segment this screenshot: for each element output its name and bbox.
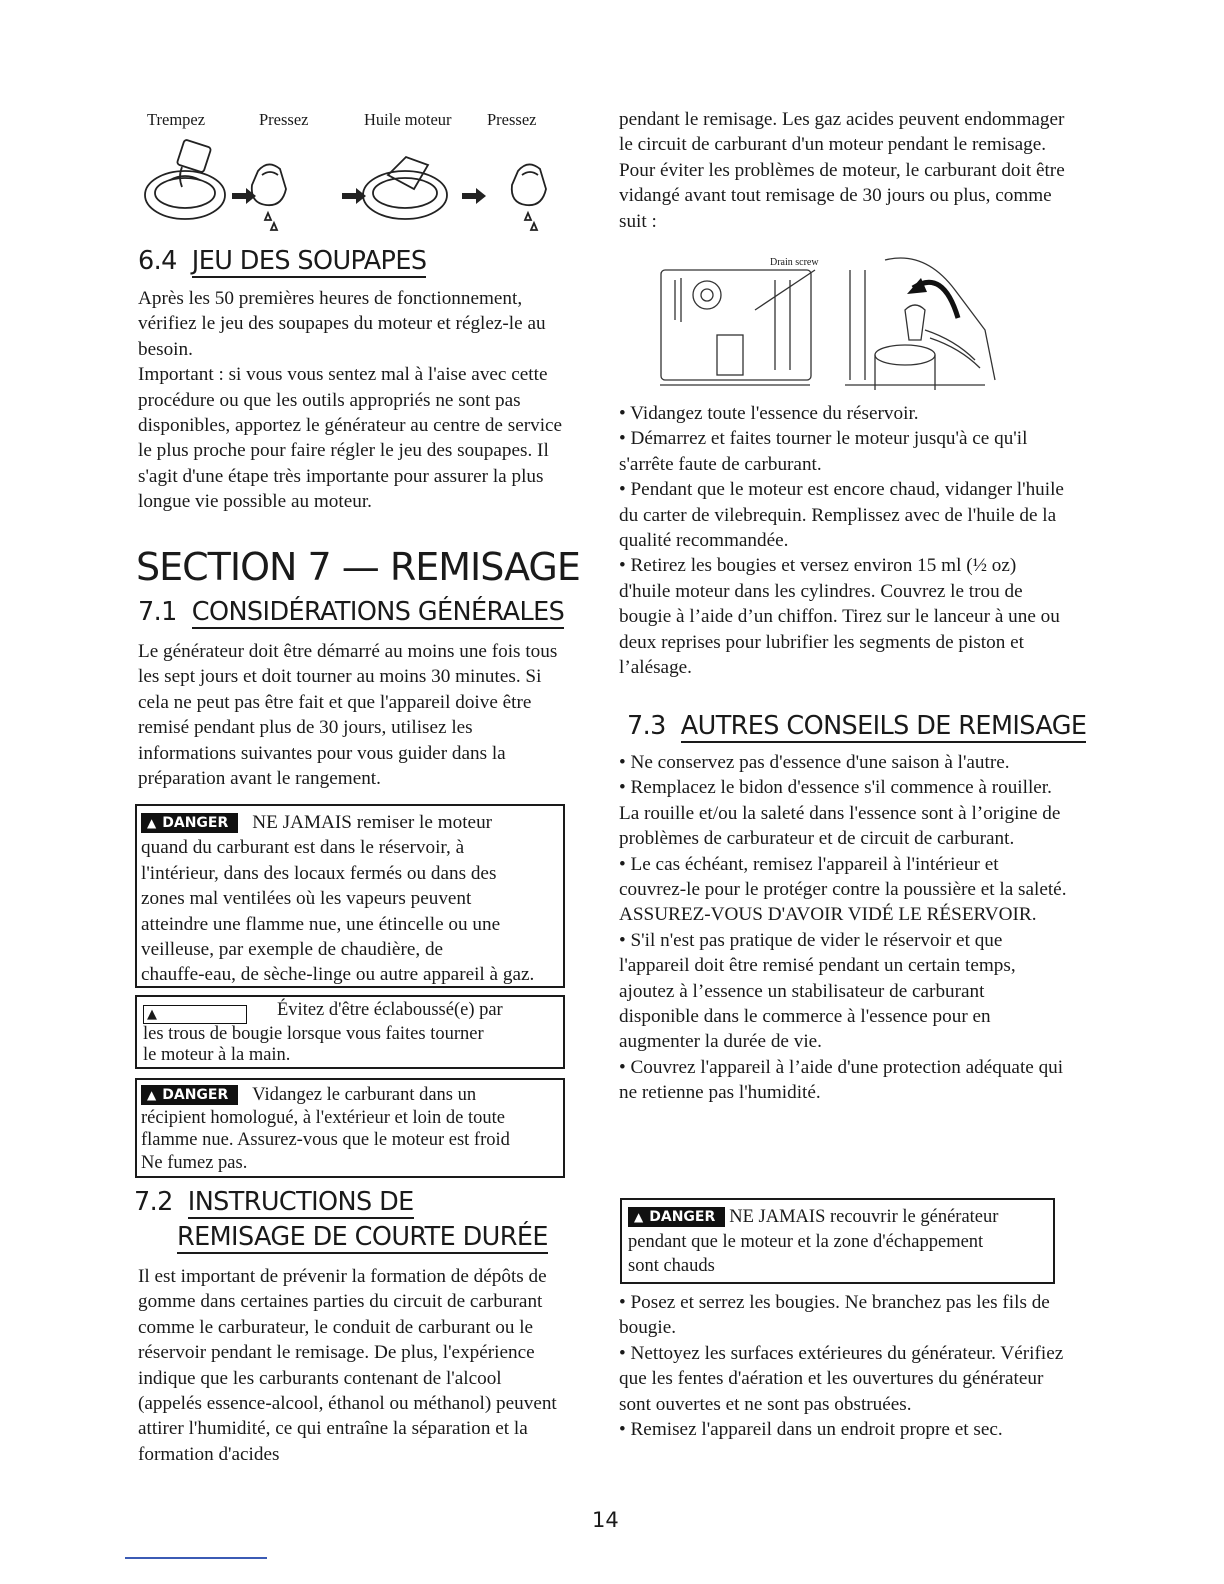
danger-text-line: Ne fumez pas.	[141, 1152, 248, 1173]
section-title: AUTRES CONSEILS DE REMISAGE	[680, 711, 1087, 741]
footer-rule	[125, 1557, 267, 1559]
list-item: • Le cas échéant, remisez l'appareil à l'intérieur et couvrez-le pour le protéger contre la poussière et la saleté. ASSUREZ-VOUS D'AVOIR VIDÉ LE RÉSERVOIR.	[619, 853, 1067, 926]
danger-text-line: quand du carburant est dans le réservoir, à	[141, 837, 465, 859]
page-number: 14	[592, 1508, 619, 1532]
section-7-1-heading	[138, 597, 564, 627]
section-title: CONSIDÉRATIONS GÉNÉRALES	[191, 597, 565, 627]
danger-text-line: NE JAMAIS remiser le moteur	[252, 812, 493, 833]
paragraph: pendant le remisage. Les gaz acides peuvent endommager le circuit de carburant d'un moteur pendant le remisage.	[619, 109, 1065, 156]
section-number: 6.4	[138, 246, 177, 276]
section-7-3-heading	[627, 711, 1086, 741]
section-title-line-2: REMISAGE DE COURTE DURÉE	[177, 1222, 548, 1252]
danger-box-storage	[135, 804, 565, 988]
paragraph: Il est important de prévenir la formation de dépôts de gomme dans certaines parties du circuit de carburant comme le carburateur, le conduit de carburant ou le réservoir pendant le remisage. De plus, l'expérience indique que les carburants contenant de l'alcool (appelés essence-alcool, éthanol ou méthanol) peuvent attirer l'humidité, ce qui entraîne la séparation et la formation d'acides	[138, 1266, 557, 1465]
danger-text-line: pendant que le moteur et la zone d'échappement	[628, 1231, 984, 1252]
section-7-title: SECTION 7 — REMISAGE	[136, 545, 580, 589]
danger-text-line: atteindre une flamme nue, une étincelle ou une	[141, 913, 501, 935]
section-title: JEU DES SOUPAPES	[191, 246, 427, 276]
final-steps-list	[619, 1290, 1069, 1442]
list-item: • Posez et serrez les bougies. Ne branchez pas les fils de bougie.	[619, 1292, 1050, 1339]
section-number: 7.3	[627, 711, 666, 741]
list-item: • S'il n'est pas pratique de vider le réservoir et que l'appareil doit être remisé pendant un certain temps, ajoutez à l’essence un stabilisateur de carburant disponible dans le commerce à l'essence pour en augmenter la durée de vie.	[619, 929, 1016, 1053]
warning-triangle-icon: ▲	[147, 1088, 157, 1102]
danger-badge: ▲ DANGER	[141, 813, 238, 833]
drain-screw-label: Drain screw	[770, 257, 819, 268]
list-item: du carter de vilebrequin. Remplissez avec de l'huile de la qualité recommandée.	[619, 504, 1057, 552]
section-7-3-list	[619, 750, 1069, 1106]
list-item: • Couvrez l'appareil à l’aide d'une protection adéquate qui ne retienne pas l'humidité.	[619, 1056, 1064, 1104]
danger-text-line: zones mal ventilées où les vapeurs peuvent	[141, 888, 472, 910]
warning-text-line: les trous de bougie lorsque vous faites tourner	[143, 1024, 484, 1044]
danger-text-line: sont chauds	[628, 1256, 715, 1276]
section-6-4-body	[138, 286, 570, 515]
danger-box-drain-fuel	[135, 1078, 565, 1178]
section-6-4-heading	[138, 246, 426, 276]
danger-text-line: chauffe-eau, de sèche-linge ou autre appareil à gaz.	[141, 964, 535, 986]
figure-label-engine-oil: Huile moteur	[364, 110, 452, 129]
section-number: 7.1	[138, 597, 177, 627]
figure-label-squeeze-2: Pressez	[487, 110, 537, 129]
list-item: • Démarrez et faites tourner le moteur jusqu'à ce qu'il s'arrête faute de carburant.	[619, 428, 1028, 475]
danger-text-line: l'intérieur, dans des locaux fermés ou dans des	[141, 862, 497, 884]
section-title-line-1: INSTRUCTIONS DE	[187, 1187, 414, 1217]
warning-text-line: Évitez d'être éclaboussé(e) par	[277, 1000, 503, 1020]
danger-badge: ▲ DANGER	[141, 1085, 238, 1105]
danger-box-cover	[620, 1198, 1055, 1284]
danger-text-line: récipient homologué, à l'extérieur et loin de toute	[141, 1107, 505, 1128]
warning-box-spark-plug	[135, 995, 565, 1069]
list-item: • Retirez les bougies et versez environ 15 ml (½ oz) d'huile moteur dans les cylindres. Couvrez le trou de bougie à l’aide d’un chiffon. Tirez sur le lanceur à une ou deux reprises pour lubrifier les segments de piston et l’alésage.	[619, 555, 1060, 679]
list-item: • Pendant que le moteur est encore chaud, vidanger l'huile	[619, 479, 1064, 501]
right-column-intro	[619, 107, 1069, 234]
oil-foam-steps-illustration	[140, 135, 570, 245]
warning-triangle-icon: ▲	[147, 816, 157, 830]
list-item: • Vidangez toute l'essence du réservoir.	[619, 403, 919, 424]
paragraph: Le générateur doit être démarré au moins une fois tous les sept jours et doit tourner au moins 30 minutes. Si cela ne peut pas être fait et que l'appareil doive être remisé pendant plus de 30 jours, utilisez les informations suivantes pour vous guider dans la préparation avant le rangement.	[138, 641, 558, 790]
section-7-2-heading	[134, 1187, 414, 1217]
danger-text-line: flamme nue. Assurez-vous que le moteur est froid	[141, 1130, 510, 1150]
list-item: • Nettoyez les surfaces extérieures du générateur. Vérifiez que les fentes d'aération et les ouvertures du générateur sont ouvertes et ne sont pas obstruées.	[619, 1342, 1064, 1415]
danger-text-line: Vidangez le carburant dans un	[252, 1085, 477, 1105]
danger-badge: ▲ DANGER	[628, 1207, 725, 1227]
list-item: • Remplacez le bidon d'essence s'il commence à rouiller. La rouille et/ou la saleté dans l'essence sont à l’origine de problèmes de carburateur et de circuit de carburant.	[619, 777, 1061, 850]
list-item: • Ne conservez pas d'essence d'une saison à l'autre.	[619, 752, 1010, 773]
carburetor-drain-illustration	[655, 250, 1000, 400]
danger-text-line: veilleuse, par exemple de chaudière, de	[141, 939, 444, 961]
drain-steps-list	[619, 401, 1069, 680]
figure-label-squeeze-1: Pressez	[259, 110, 309, 129]
paragraph: Après les 50 premières heures de fonctionnement, vérifiez le jeu des soupapes du moteur et réglez-le au besoin.	[138, 288, 546, 360]
figure-label-dip: Trempez	[147, 110, 206, 129]
section-7-1-body	[138, 639, 570, 791]
paragraph: Important : si vous vous sentez mal à l'aise avec cette procédure ou que les outils appropriés ne sont pas disponibles, apportez le générateur au centre de service le plus proche pour faire régler le jeu des soupapes. Il s'agit d'une étape très importante pour assurer la plus longue vie possible au moteur.	[138, 364, 563, 513]
warning-text-line: le moteur à la main.	[143, 1045, 291, 1065]
warning-triangle-icon: ▲	[143, 1005, 247, 1024]
section-number: 7.2	[134, 1187, 173, 1217]
section-7-2-heading-line-2	[177, 1222, 548, 1252]
list-item: • Remisez l'appareil dans un endroit propre et sec.	[619, 1419, 1003, 1441]
section-7-2-body	[138, 1264, 570, 1467]
paragraph: Pour éviter les problèmes de moteur, le carburant doit être vidangé avant tout remisage de 30 jours ou plus, comme suit :	[619, 159, 1065, 232]
danger-text-line: NE JAMAIS recouvrir le générateur	[729, 1207, 999, 1227]
warning-triangle-icon: ▲	[634, 1210, 644, 1224]
